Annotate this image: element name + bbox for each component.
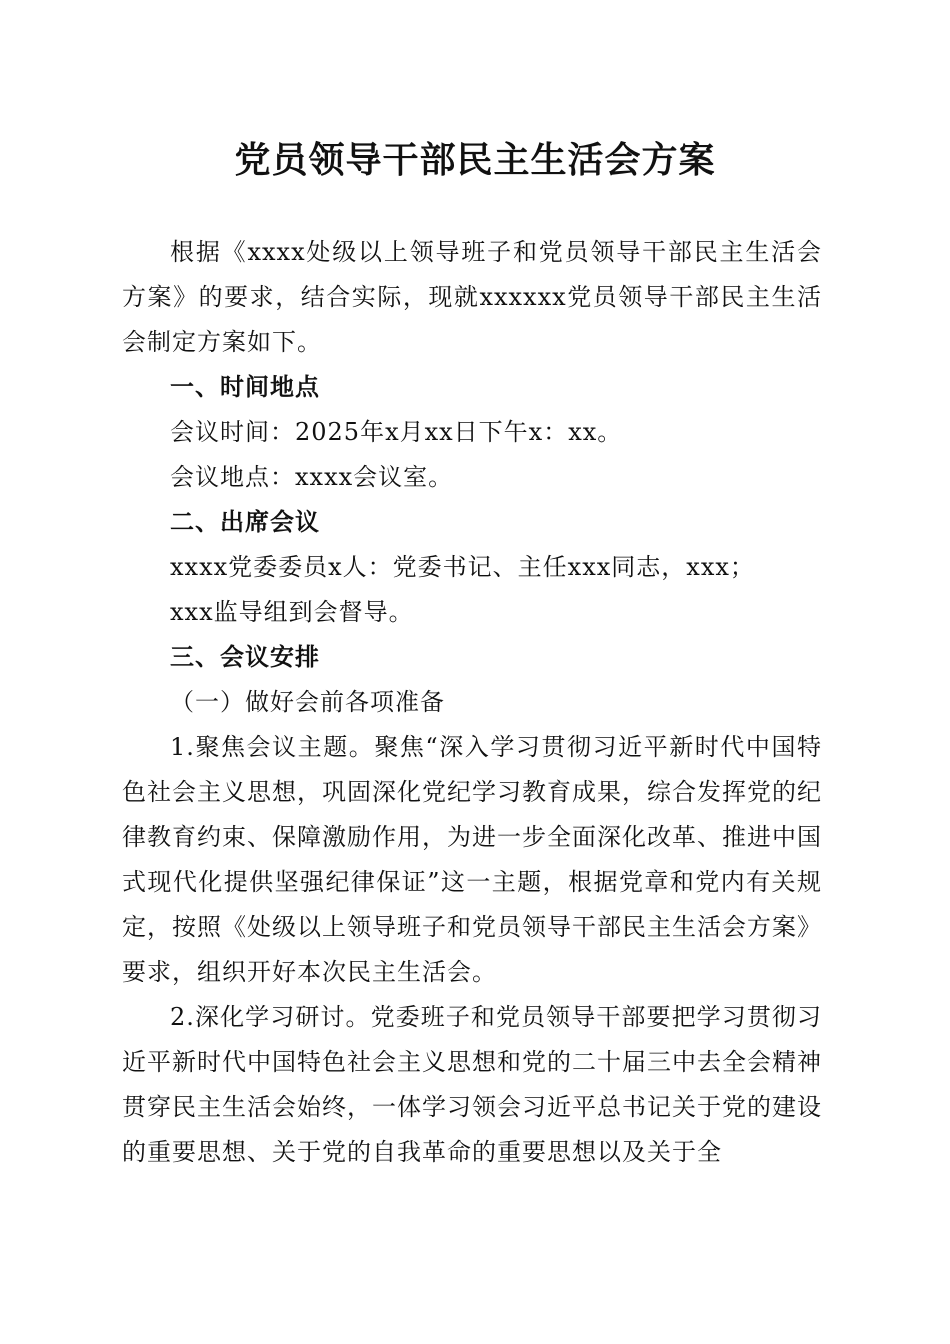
section-heading-attendees: 二、出席会议 — [170, 508, 320, 536]
supervision-line: xxx监导组到会督导。 — [170, 598, 414, 626]
section-heading-time-place: 一、时间地点 — [170, 373, 320, 401]
intro-paragraph: 根据《xxxx处级以上领导班子和党员领导干部民主生活会方案》的要求，结合实际，现就xxxxxx党员领导干部民主生活会制定方案如下。 — [122, 238, 822, 356]
subsection-heading-preparation: （一）做好会前各项准备 — [170, 688, 445, 716]
document-body — [122, 230, 822, 1175]
item-2-paragraph: 2.深化学习研讨。党委班子和党员领导干部要把学习贯彻习近平新时代中国特色社会主义思想和党的二十届三中去全会精神贯穿民主生活会始终，一体学习领会习近平总书记关于党的建设的重要思想、关于党的自我革命的重要思想以及关于全 — [122, 1003, 822, 1166]
document-title: 党员领导干部民主生活会方案 — [234, 139, 716, 181]
attendees-line: xxxx党委委员x人：党委书记、主任xxx同志，xxx； — [170, 553, 755, 581]
section-heading-arrangement: 三、会议安排 — [170, 643, 320, 671]
meeting-time: 会议时间：2025年x月xx日下午x：xx。 — [170, 418, 623, 446]
item-1-paragraph: 1.聚焦会议主题。聚焦“深入学习贯彻习近平新时代中国特色社会主义思想，巩固深化党纪学习教育成果，综合发挥党的纪律教育约束、保障激励作用，为进一步全面深化改革、推进中国式现代化提供坚强纪律保证”这一主题，根据党章和党内有关规定，按照《处级以上领导班子和党员领导干部民主生活会方案》要求，组织开好本次民主生活会。 — [122, 733, 822, 986]
meeting-place: 会议地点：xxxx会议室。 — [170, 463, 454, 491]
